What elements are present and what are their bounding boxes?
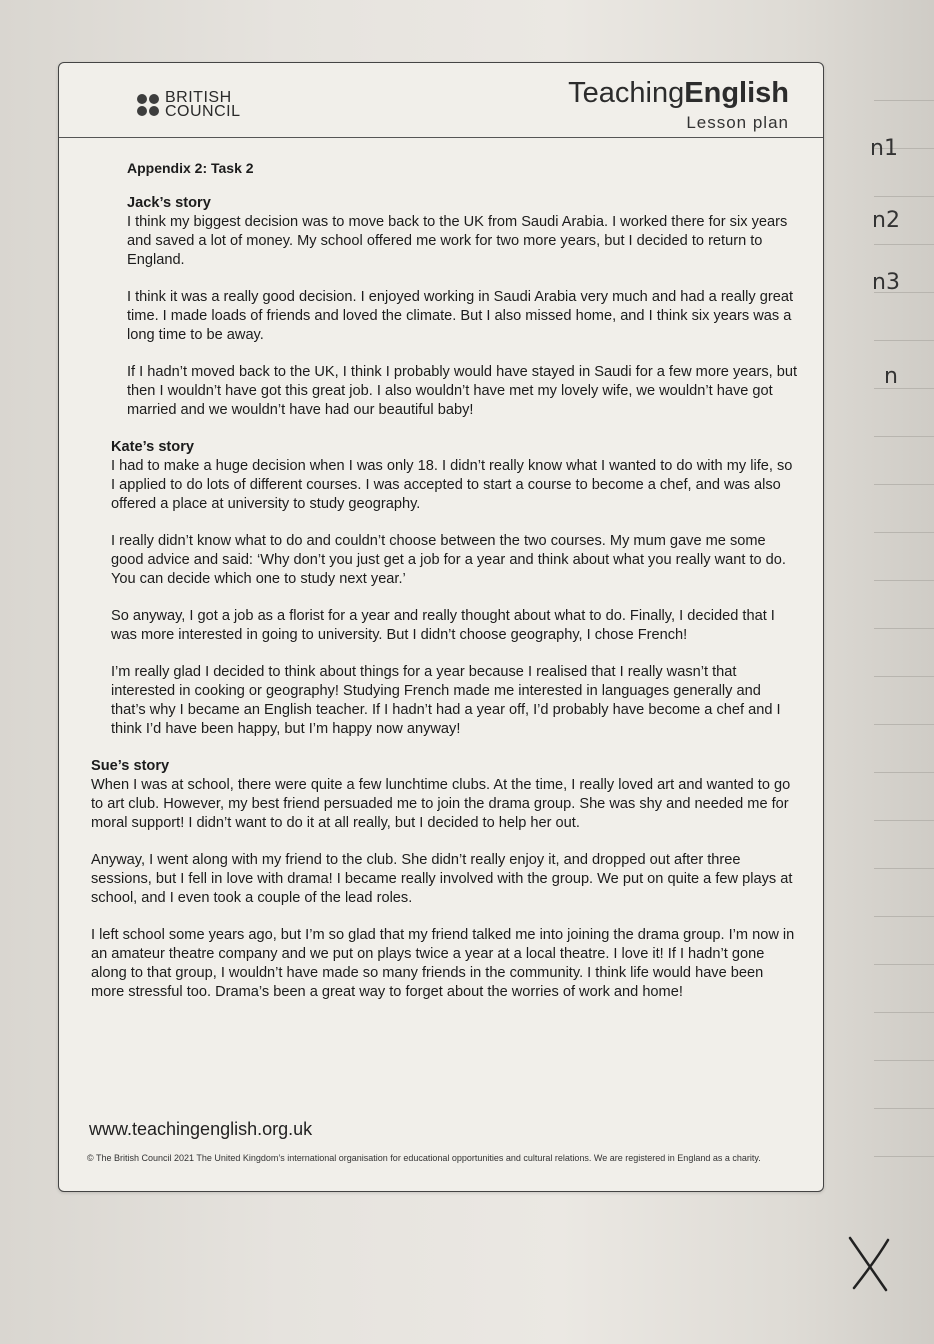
appendix-heading: Appendix 2: Task 2	[127, 160, 254, 176]
notebook-ruled-lines	[864, 0, 934, 1344]
main-content	[87, 159, 799, 1020]
handwritten-n1: n1	[870, 136, 898, 161]
brand-bold: English	[684, 77, 789, 109]
handwritten-n2: n2	[872, 208, 900, 233]
handwritten-n3: n3	[872, 270, 900, 295]
story-paragraph: So anyway, I got a job as a florist for a year and really thought about what to do. Finally, I decided that I was more interested in going to university. But I didn’t choose geography, I chose French!	[111, 608, 775, 643]
teachingenglish-brand	[568, 77, 789, 110]
lesson-plan-subtitle: Lesson plan	[686, 113, 789, 132]
handwritten-cross-icon	[846, 1234, 892, 1294]
british-council-logo	[137, 91, 241, 119]
header-divider	[59, 137, 823, 138]
brand-light: Teaching	[568, 77, 685, 109]
story-paragraph: I left school some years ago, but I’m so glad that my friend talked me into joining the drama group. I’m now in an amateur theatre company and we put on plays twice a year at a local theatre. I love it! If I hadn’t gone along to that group, I wouldn’t have made so many friends in the community. I think life would have been more stressful too. Drama’s been a great way to forget about the worries of work and home!	[91, 927, 795, 1000]
story-title: Sue’s story	[91, 758, 170, 774]
story-jack	[127, 194, 799, 420]
story-paragraph: I had to make a huge decision when I was only 18. I didn’t really know what I wanted to do with my life, so I applied to do lots of different courses. I was accepted to start a course to become a chef, and was also offered a place at university to study geography.	[111, 458, 793, 512]
logo-text	[165, 91, 241, 119]
logo-line-1: BRITISH	[165, 89, 232, 106]
logo-line-2: COUNCIL	[165, 103, 241, 120]
story-paragraph: When I was at school, there were quite a few lunchtime clubs. At the time, I really loved art and wanted to go to art club. However, my best friend persuaded me to join the drama group. She was shy and needed me for moral support! I didn’t want to do it at all really, but I decided to help her out.	[91, 777, 791, 831]
story-paragraph: I’m really glad I decided to think about things for a year because I realised that I really wasn’t that interested in cooking or geography! Studying French made me interested in languages generally and that’s why I became an English teacher. If I hadn’t had a year off, I’d probably have become a chef and I think I’d have been happy, but I’m happy now anyway!	[111, 664, 781, 737]
page-header	[59, 63, 823, 135]
story-sue	[91, 757, 799, 1002]
story-paragraph: I really didn’t know what to do and couldn’t choose between the two courses. My mum gave me some good advice and said: ‘Why don’t you just get a job for a year and think about what you really want to do. You can decide which one to study next year.’	[111, 533, 786, 587]
copyright-notice: © The British Council 2021 The United Kingdom’s international organisation for educational opportunities and cultural relations. We are registered in England as a charity.	[87, 1153, 761, 1163]
story-title: Kate’s story	[111, 439, 195, 455]
story-paragraph: Anyway, I went along with my friend to the club. She didn’t really enjoy it, and dropped out after three sessions, but I fell in love with drama! I became really involved with the group. We put on quite a few plays at school, and I even took a couple of the lead roles.	[91, 852, 793, 906]
story-paragraph: I think my biggest decision was to move back to the UK from Saudi Arabia. I worked there for six years and saved a lot of money. My school offered me work for two more years, but I decided to return to England.	[127, 214, 788, 268]
logo-dots-icon	[137, 94, 159, 116]
lesson-plan-sheet	[58, 62, 824, 1192]
story-title: Jack’s story	[127, 195, 211, 211]
footer-url-link[interactable]: www.teachingenglish.org.uk	[89, 1119, 313, 1139]
story-paragraph: If I hadn’t moved back to the UK, I think I probably would have stayed in Saudi for a few more years, but then I wouldn’t have got this great job. I also wouldn’t have met my lovely wife, we wouldn’t have got married and we wouldn’t have had our beautiful baby!	[127, 364, 798, 418]
story-paragraph: I think it was a really good decision. I enjoyed working in Saudi Arabia very much and had a really great time. I made loads of friends and loved the climate. But I also missed home, and I think six years was a long time to be away.	[127, 289, 794, 343]
handwritten-n: n	[884, 364, 898, 389]
story-kate	[111, 438, 799, 739]
